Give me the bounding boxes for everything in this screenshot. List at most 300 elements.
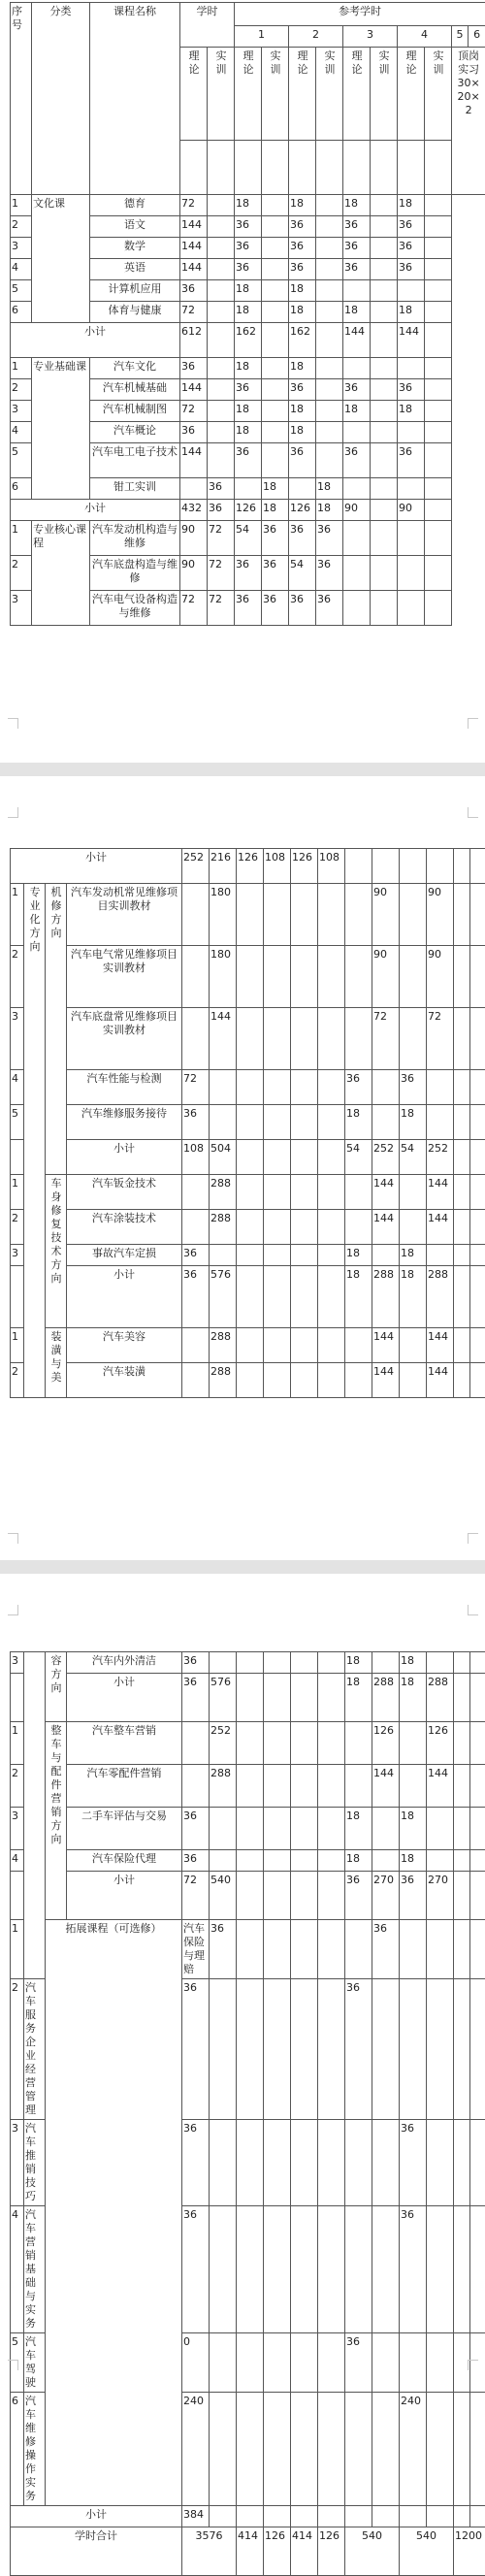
- row-seq: 1: [11, 1920, 24, 1979]
- row-seq: 3: [11, 591, 32, 626]
- ref-s3p: [372, 1105, 400, 1140]
- hours-practice: [210, 1245, 237, 1266]
- row-seq: 3: [11, 401, 32, 422]
- ref-s4t: 18: [400, 1652, 427, 1674]
- ref-s1t: 36: [235, 379, 262, 401]
- ref-s4t: 18: [400, 1105, 427, 1140]
- row-seq: 2: [11, 379, 32, 401]
- ref-s3p: [372, 1245, 400, 1266]
- row-seq: 4: [11, 422, 32, 443]
- row-seq: 2: [11, 216, 32, 238]
- ref-s1p: [262, 401, 289, 422]
- ref-s2p: [316, 443, 343, 478]
- subtotal-theory: 108: [182, 1140, 210, 1175]
- subtotal-practice: 216: [210, 849, 237, 884]
- ref-s3p: [372, 1070, 400, 1105]
- subtotal-s4p: 288: [427, 1266, 454, 1328]
- hours-theory: 36: [182, 1105, 210, 1140]
- course-hours-table-part-1: [10, 2, 485, 626]
- subtotal-s1t: 126: [237, 849, 264, 884]
- ref-s2p: 36: [316, 591, 343, 626]
- course-name: 汽车营销基础与实务: [24, 2206, 46, 2333]
- ref-s4p: 90: [427, 884, 454, 946]
- hours-practice: [208, 443, 235, 478]
- row-seq: 1: [11, 521, 32, 556]
- subtotal-s1p: [262, 323, 289, 358]
- ref-s2t: 18: [289, 358, 316, 379]
- subtotal-s3t: 36: [345, 1872, 372, 1920]
- subtotal-s4t: [400, 849, 427, 884]
- ref-s3t: 18: [345, 1245, 372, 1266]
- ref-s2p: 18: [316, 478, 343, 500]
- ref-s4p: [427, 2333, 454, 2393]
- ref-s4t: [398, 556, 425, 591]
- ref-s2p: [316, 259, 343, 280]
- header-practice: 实训: [208, 48, 235, 141]
- course-name: 汽车保险代理: [67, 1850, 182, 1872]
- ref-s4t: [400, 946, 427, 1008]
- hours-theory: 90: [180, 556, 208, 591]
- ref-s4p: [427, 2393, 454, 2506]
- ref-s4p: 126: [427, 1722, 454, 1765]
- ref-s1t: 18: [235, 358, 262, 379]
- course-name: 德育: [90, 195, 180, 216]
- course-name: 汽车电气常见维修项目实训教材: [67, 946, 182, 1008]
- ref-s4p: [425, 302, 452, 323]
- row-seq: 2: [11, 1979, 24, 2120]
- subtotal-s1t: 162: [235, 323, 262, 358]
- row-seq: 1: [11, 1328, 24, 1363]
- course-name: 汽车保险与理赔: [182, 1920, 210, 1979]
- ref-s4t: 18: [400, 1808, 427, 1850]
- ref-s2p: [316, 216, 343, 238]
- row-seq: 2: [11, 1210, 24, 1245]
- row-seq: 3: [11, 238, 32, 259]
- row-seq: 1: [11, 358, 32, 379]
- hours-practice: [208, 216, 235, 238]
- ref-s4p: [425, 358, 452, 379]
- subtotal-s3t: 18: [345, 1266, 372, 1328]
- course-name: 汽车底盘构造与维修: [90, 556, 180, 591]
- ref-s1p: 36: [262, 591, 289, 626]
- row-seq: 2: [11, 556, 32, 591]
- subtotal-s2t: 126: [289, 500, 316, 521]
- hours-practice: [210, 1850, 237, 1872]
- hours-theory: 144: [180, 379, 208, 401]
- subtotal-label: 小计: [67, 1266, 182, 1328]
- ref-s4t: 36: [400, 1070, 427, 1105]
- course-name: 汽车维修服务接待: [67, 1105, 182, 1140]
- header-semester-6: 6: [469, 26, 485, 48]
- ref-s3t: [345, 1765, 372, 1808]
- hours-practice: 180: [210, 884, 237, 946]
- ref-s3t: 18: [345, 1652, 372, 1674]
- ref-s4t: 36: [398, 379, 425, 401]
- ref-s4p: 144: [427, 1328, 454, 1363]
- subtotal-s4p: 252: [427, 1140, 454, 1175]
- ref-s2t: 36: [289, 521, 316, 556]
- header-semester-3: 3: [343, 26, 398, 48]
- ref-s3p: 90: [372, 946, 400, 1008]
- hours-practice: [208, 238, 235, 259]
- ref-s3t: [345, 1363, 372, 1398]
- hours-theory: 72: [182, 1070, 210, 1105]
- subtotal-label: 小计: [11, 849, 182, 884]
- ref-s4t: [398, 521, 425, 556]
- ref-s3p: 144: [372, 1210, 400, 1245]
- ref-s3p: 72: [372, 1008, 400, 1070]
- ref-s1t: 36: [235, 216, 262, 238]
- course-name: 体育与健康: [90, 302, 180, 323]
- subtotal-s1p: 18: [262, 500, 289, 521]
- course-name: 汽车涂装技术: [67, 1210, 182, 1245]
- ref-s3p: [371, 521, 398, 556]
- ref-s4p: [425, 238, 452, 259]
- course-name: 钳工实训: [90, 478, 180, 500]
- subtotal-s4p: [425, 323, 452, 358]
- ref-s3t: [345, 2120, 372, 2206]
- ref-s4t: [400, 1175, 427, 1210]
- ref-s3t: [345, 1328, 372, 1363]
- ref-s3t: [343, 556, 371, 591]
- hours-practice: [210, 2120, 237, 2206]
- grand-total-s2p: 126: [318, 2527, 345, 2576]
- ref-s3t: 36: [372, 1920, 400, 1979]
- header-s3-theory: 理论: [343, 48, 371, 141]
- row-seq: 2: [11, 946, 24, 1008]
- ref-s4p: [425, 556, 452, 591]
- ref-s1p: [262, 238, 289, 259]
- header-s4-theory: 理论: [398, 48, 425, 141]
- ref-s1t: 18: [235, 302, 262, 323]
- ref-s3p: [372, 1652, 400, 1674]
- subtotal-s2p: 18: [316, 500, 343, 521]
- course-name: 计算机应用: [90, 280, 180, 302]
- subtotal-s4p: 270: [427, 1872, 454, 1920]
- category-professional-basic: 专业基础课: [32, 358, 90, 500]
- grand-total-label: 学时合计: [11, 2527, 182, 2576]
- ref-s4t: 18: [398, 401, 425, 422]
- header-reference-hours: 参考学时: [235, 3, 485, 26]
- ref-s3t: [343, 478, 371, 500]
- ref-s1t: 18: [235, 280, 262, 302]
- ref-s3p: [371, 195, 398, 216]
- ref-s4t: [427, 1920, 454, 1979]
- course-name: 汽车钣金技术: [67, 1175, 182, 1210]
- ref-s2t: 54: [289, 556, 316, 591]
- hours-practice: 288: [210, 1175, 237, 1210]
- hours-theory: [182, 946, 210, 1008]
- ref-s3p: [372, 2393, 400, 2506]
- subtotal-s3p: 252: [372, 1140, 400, 1175]
- hours-practice: [210, 1979, 237, 2120]
- subtotal-s4p: [427, 849, 454, 884]
- ref-s4p: [425, 216, 452, 238]
- ref-s1t: 36: [235, 238, 262, 259]
- header-seq: 序号: [11, 3, 32, 195]
- ref-s2t: [289, 478, 316, 500]
- hours-practice: 72: [208, 556, 235, 591]
- hours-practice: [208, 259, 235, 280]
- hours-theory: 72: [180, 591, 208, 626]
- subtotal-label: 小计: [67, 1872, 182, 1920]
- ref-s1p: [262, 259, 289, 280]
- ref-s3t: 18: [345, 1850, 372, 1872]
- subtotal-s3t: 18: [345, 1674, 372, 1722]
- hours-theory: 36: [180, 358, 208, 379]
- ref-s4t: 36: [398, 443, 425, 478]
- header-s4-practice: 实训: [425, 48, 452, 141]
- ref-s4p: 144: [427, 1210, 454, 1245]
- category-extension-courses: 拓展课程（可选修）: [46, 1920, 182, 2506]
- hours-theory: 36: [180, 422, 208, 443]
- subtotal-s4t: 36: [400, 1872, 427, 1920]
- ref-s4p: [425, 422, 452, 443]
- course-name: 汽车美容: [67, 1328, 182, 1363]
- header-s1-practice: 实训: [262, 48, 289, 141]
- ref-s1t: [235, 478, 262, 500]
- ref-s3t: 36: [345, 1070, 372, 1105]
- ref-s4t: [400, 1328, 427, 1363]
- subtotal-label: 小计: [11, 323, 180, 358]
- ref-s1t: 36: [235, 443, 262, 478]
- hours-theory: [182, 1210, 210, 1245]
- ref-s1p: 36: [262, 556, 289, 591]
- course-name: 汽车驾驶: [24, 2333, 46, 2393]
- ref-s3t: [343, 591, 371, 626]
- grand-total-s4: 540: [400, 2527, 454, 2576]
- ref-s3p: [371, 238, 398, 259]
- ref-s4p: [425, 401, 452, 422]
- ref-s4t: 18: [400, 1850, 427, 1872]
- ref-s2p: [316, 195, 343, 216]
- ref-s2t: 36: [289, 259, 316, 280]
- course-name: 英语: [90, 259, 180, 280]
- hours-practice: [208, 195, 235, 216]
- ref-s3t: 36: [343, 443, 371, 478]
- course-name: 二手车评估与交易: [67, 1808, 182, 1850]
- ref-s3t: 36: [343, 259, 371, 280]
- course-name: 汽车文化: [90, 358, 180, 379]
- subtotal-s1p: 108: [264, 849, 291, 884]
- ref-s1t: 36: [235, 556, 262, 591]
- ref-s3p: [371, 358, 398, 379]
- page-separator-1: [0, 763, 485, 776]
- ref-s4t: 36: [400, 2206, 427, 2333]
- ref-s3t: 18: [343, 302, 371, 323]
- ref-s3t: 18: [345, 1105, 372, 1140]
- row-seq: 6: [11, 478, 32, 500]
- direction-body-repair: 车身修复技术方向: [46, 1175, 67, 1328]
- hours-practice: [210, 2206, 237, 2333]
- grand-total-s56: 1200: [454, 2527, 485, 2576]
- ref-s4t: [400, 1210, 427, 1245]
- ref-s1p: [262, 195, 289, 216]
- subtotal-s3t: [345, 849, 372, 884]
- hours-theory: [182, 1008, 210, 1070]
- ref-s3p: [400, 1920, 427, 1979]
- subtotal-theory: 384: [182, 2506, 210, 2527]
- subtotal-s4t: 18: [400, 1674, 427, 1722]
- ref-s1t: 54: [235, 521, 262, 556]
- subtotal-label: 小计: [67, 1140, 182, 1175]
- row-seq: 3: [11, 2120, 24, 2206]
- hours-theory: [182, 1722, 210, 1765]
- ref-s3p: [371, 422, 398, 443]
- ref-s4t: [398, 280, 425, 302]
- course-name: 汽车底盘常见维修项目实训教材: [67, 1008, 182, 1070]
- ref-s2t: 36: [289, 216, 316, 238]
- ref-s3t: [345, 1008, 372, 1070]
- row-seq: 3: [11, 1245, 24, 1266]
- ref-s3p: 144: [372, 1175, 400, 1210]
- ref-s4p: [425, 521, 452, 556]
- subtotal-practice: 36: [208, 500, 235, 521]
- ref-s3p: [371, 379, 398, 401]
- ref-s3t: 18: [343, 401, 371, 422]
- course-name: 汽车电工电子技术: [90, 443, 180, 478]
- ref-s3p: [372, 2333, 400, 2393]
- ref-s3t: [343, 358, 371, 379]
- ref-s4t: 240: [400, 2393, 427, 2506]
- header-s1-theory: 理论: [235, 48, 262, 141]
- ref-s1p: [262, 358, 289, 379]
- ref-s3t: [345, 1175, 372, 1210]
- course-name: 汽车服务企业经营管理: [24, 1979, 46, 2120]
- hours-practice: [210, 2333, 237, 2393]
- hours-theory: 36: [182, 1850, 210, 1872]
- ref-s2p: [316, 302, 343, 323]
- subtotal-practice: 576: [210, 1266, 237, 1328]
- subtotal-s3p: 288: [372, 1266, 400, 1328]
- category-culture: 文化课: [32, 195, 90, 323]
- ref-s1p: [262, 422, 289, 443]
- hours-practice: [208, 401, 235, 422]
- hours-practice: [210, 1808, 237, 1850]
- ref-s3p: 126: [372, 1722, 400, 1765]
- course-name: 汽车发动机构造与维修: [90, 521, 180, 556]
- hours-practice: [208, 358, 235, 379]
- ref-s4t: 36: [398, 216, 425, 238]
- page-2: [0, 776, 485, 1560]
- subtotal-s4t: 90: [398, 500, 425, 521]
- subtotal-theory: 432: [180, 500, 208, 521]
- ref-s3p: 144: [372, 1363, 400, 1398]
- subtotal-s2t: 126: [291, 849, 318, 884]
- ref-s1p: [262, 302, 289, 323]
- course-name: 汽车内外清洁: [67, 1652, 182, 1674]
- ref-s1t: 36: [235, 259, 262, 280]
- hours-practice: [210, 2393, 237, 2506]
- ref-s3p: 144: [372, 1328, 400, 1363]
- grand-total-s2t: 414: [291, 2527, 318, 2576]
- hours-practice: [237, 1920, 264, 1979]
- ref-s3t: [343, 280, 371, 302]
- ref-s4t: 36: [400, 2120, 427, 2206]
- ref-s3p: [372, 1850, 400, 1872]
- course-name: 数学: [90, 238, 180, 259]
- ref-s4p: [427, 1070, 454, 1105]
- ref-s4p: 144: [427, 1363, 454, 1398]
- ref-s3p: [372, 2206, 400, 2333]
- row-seq: 3: [11, 1652, 24, 1674]
- subtotal-theory: 36: [182, 1674, 210, 1722]
- ref-s3t: [343, 422, 371, 443]
- ref-s2p: [316, 401, 343, 422]
- row-seq: 6: [11, 2393, 24, 2506]
- row-seq: 5: [11, 1105, 24, 1140]
- hours-practice: 288: [210, 1328, 237, 1363]
- ref-s4t: [398, 478, 425, 500]
- hours-practice: 36: [208, 478, 235, 500]
- ref-s4p: [425, 259, 452, 280]
- header-semester-2: 2: [289, 26, 343, 48]
- subtotal-s3p: [371, 323, 398, 358]
- course-name: 汽车发动机常见维修项目实训教材: [67, 884, 182, 946]
- ref-s4p: [427, 1652, 454, 1674]
- ref-s4t: [400, 1765, 427, 1808]
- ref-s2t: 36: [289, 443, 316, 478]
- ref-s3p: [371, 443, 398, 478]
- subtotal-practice: 540: [210, 1872, 237, 1920]
- ref-s3t: [345, 2393, 372, 2506]
- page-3: [0, 1574, 485, 2396]
- page-separator-2: [0, 1560, 485, 1574]
- subtotal-s4p: 288: [427, 1674, 454, 1722]
- ref-s3t: [345, 946, 372, 1008]
- row-seq: 6: [11, 302, 32, 323]
- header-internship: 顶岗实习30×20×2: [452, 48, 485, 195]
- hours-practice: [210, 1105, 237, 1140]
- subtotal-theory: 72: [182, 1872, 210, 1920]
- hours-theory: 144: [180, 238, 208, 259]
- ref-s3t: 36: [343, 379, 371, 401]
- ref-s4p: [427, 1245, 454, 1266]
- hours-theory: 36: [182, 2120, 210, 2206]
- ref-s4t: [400, 1722, 427, 1765]
- ref-s4t: 36: [398, 238, 425, 259]
- ref-s2t: 18: [289, 401, 316, 422]
- hours-theory: 240: [182, 2393, 210, 2506]
- direction-decoration: 装潢与美: [46, 1328, 67, 1398]
- ref-s3t: [345, 884, 372, 946]
- course-name: 汽车机械制图: [90, 401, 180, 422]
- hours-practice: 144: [210, 1008, 237, 1070]
- ref-s3p: [371, 280, 398, 302]
- header-s3-practice: 实训: [371, 48, 398, 141]
- ref-s4t: 18: [398, 302, 425, 323]
- subtotal-theory: 252: [182, 849, 210, 884]
- ref-s2p: [316, 238, 343, 259]
- ref-s3t: [345, 1210, 372, 1245]
- ref-s2p: [316, 280, 343, 302]
- row-seq: 1: [11, 1722, 24, 1765]
- course-name: 汽车电气设备构造与维修: [90, 591, 180, 626]
- ref-s1t: 36: [235, 591, 262, 626]
- ref-s4t: [398, 422, 425, 443]
- hours-theory: 72: [180, 302, 208, 323]
- ref-s3t: 36: [343, 216, 371, 238]
- row-seq: 5: [11, 443, 32, 478]
- hours-practice: [208, 379, 235, 401]
- subtotal-label: 小计: [11, 2506, 182, 2527]
- subtotal-s2p: [316, 323, 343, 358]
- row-seq: 4: [11, 2206, 24, 2333]
- row-seq: 4: [11, 1070, 24, 1105]
- ref-s3t: 18: [345, 1808, 372, 1850]
- ref-s4t: [400, 1979, 427, 2120]
- subtotal-s3t: 144: [343, 323, 371, 358]
